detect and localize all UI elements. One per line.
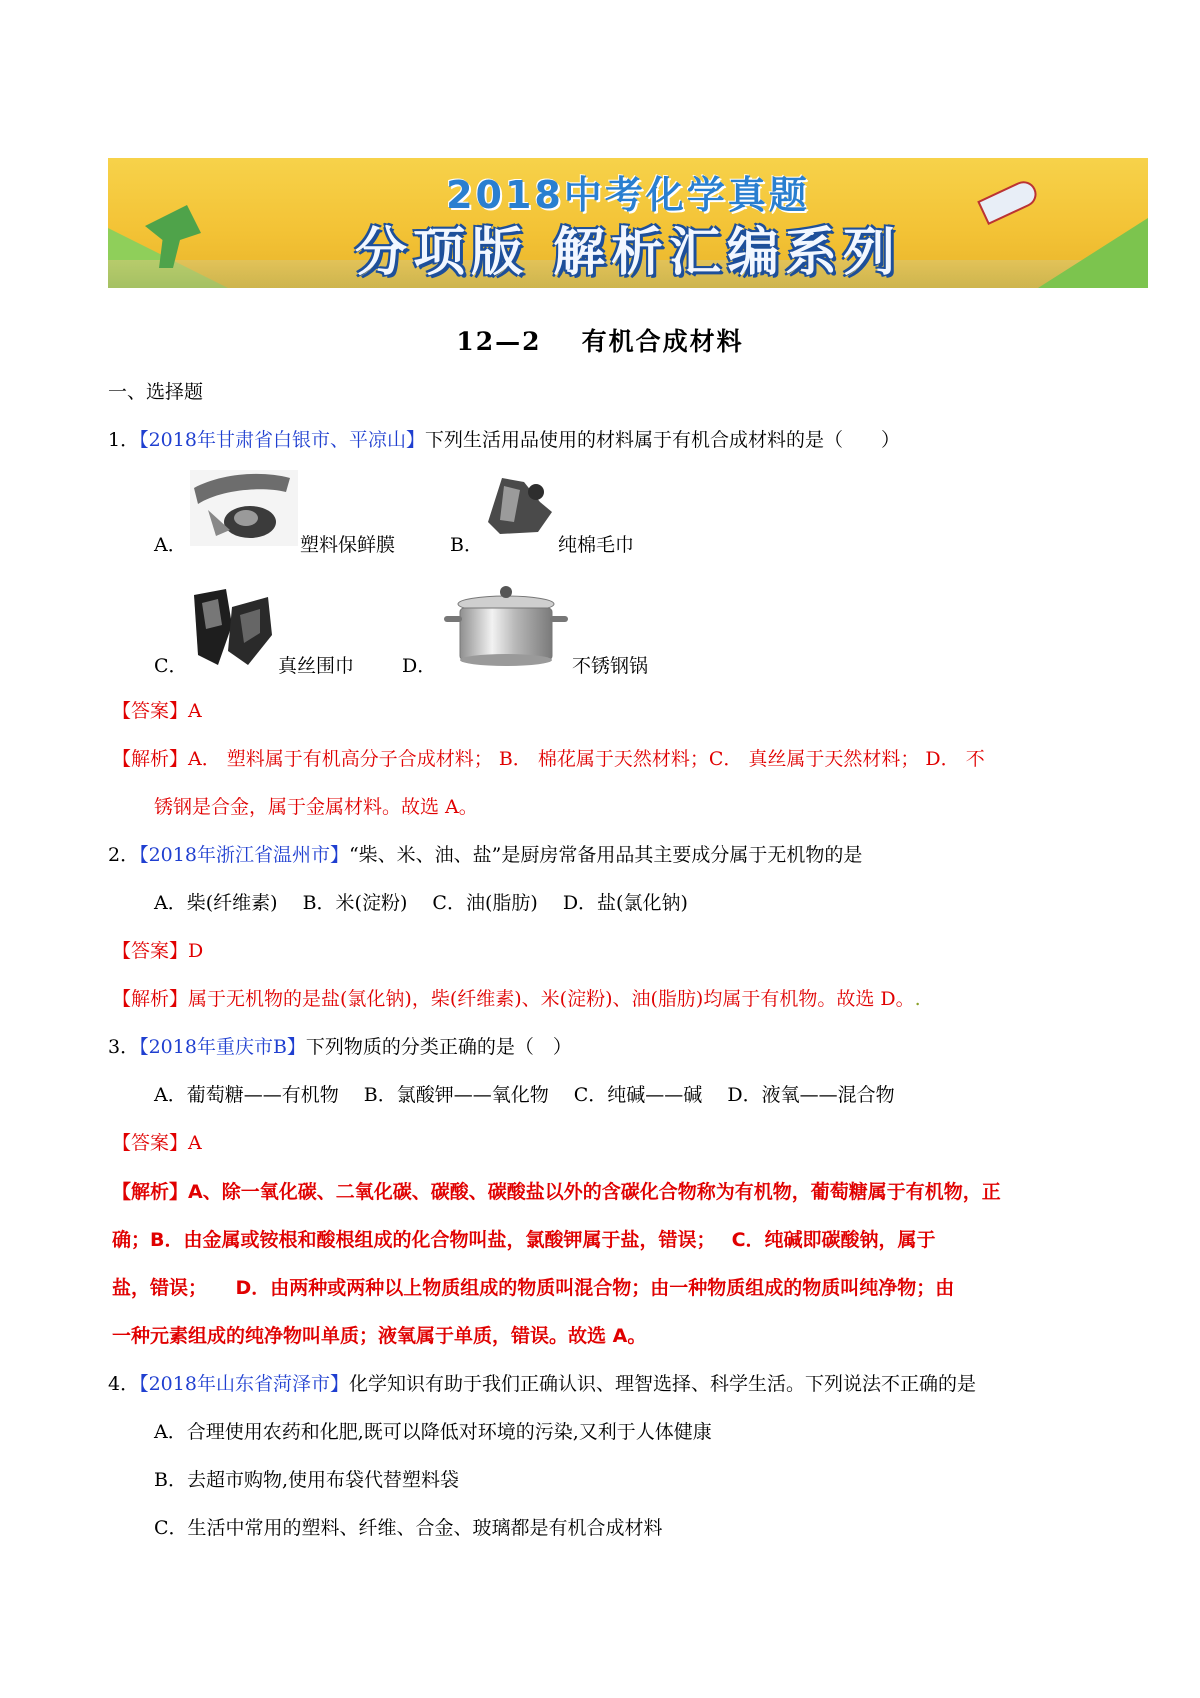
q2-answer: 【答案】D [112, 940, 204, 962]
question-number: 4． [108, 1373, 140, 1395]
option-a-text: 塑料保鲜膜 [300, 534, 396, 556]
towel-image [480, 472, 556, 538]
option-d-label: D． [402, 655, 437, 677]
question-source: 【2018年甘肃省白银市、平凉山】 [139, 429, 425, 451]
question-2 [108, 842, 862, 868]
banner-line1: 2018中考化学真题 [446, 173, 810, 217]
question-stem: 下列物质的分类正确的是（ ） [305, 1036, 572, 1058]
q4-option-b: B．去超市购物,使用布袋代替塑料袋 [154, 1469, 460, 1491]
q4-option-c: C．生活中常用的塑料、纤维、合金、玻璃都是有机合成材料 [154, 1517, 663, 1539]
question-1 [108, 427, 900, 453]
question-number: 3． [108, 1036, 140, 1058]
option-a-label: A． [154, 534, 187, 556]
option-d-text: 不锈钢锅 [572, 655, 649, 677]
q2-options: A．柴(纤维素) B．米(淀粉) C．油(脂肪) D．盐(氯化钠) [154, 892, 688, 914]
question-4 [108, 1371, 976, 1397]
analysis-text: A． 塑料属于有机高分子合成材料； B． 棉花属于天然材料；C． 真丝属于天然材料； D． 不 [188, 748, 985, 770]
q3-analysis-cont: 一种元素组成的纯净物叫单质；液氧属于单质，错误。故选 A。 [112, 1325, 647, 1347]
section-heading: 一、选择题 [108, 381, 204, 403]
plastic-wrap-image [190, 470, 298, 546]
option-c-label: C． [154, 655, 188, 677]
analysis-label: 【解析】 [112, 1181, 189, 1203]
option-b-text: 纯棉毛巾 [558, 534, 635, 556]
stainless-pot-image [440, 582, 572, 670]
option-c-text: 真丝围巾 [278, 655, 355, 677]
analysis-text: A、除一氧化碳、二氧化碳、碳酸、碳酸盐以外的含碳化合物称为有机物，葡萄糖属于有机物，正 [188, 1181, 1001, 1203]
banner-line2: 分项版 解析汇编系列 [354, 223, 902, 283]
question-stem: 下列生活用品使用的材料属于有机合成材料的是（ ） [424, 429, 900, 451]
analysis-label: 【解析】 [112, 988, 189, 1010]
question-number: 1． [108, 429, 140, 451]
q3-analysis-cont: 确；B．由金属或铵根和酸根组成的化合物叫盐，氯酸钾属于盐，错误； C．纯碱即碳酸钠，属于 [112, 1229, 936, 1251]
question-3 [108, 1034, 572, 1060]
q3-answer: 【答案】A [112, 1132, 202, 1154]
question-stem: 化学知识有助于我们正确认识、理智选择、科学生活。下列说法不正确的是 [348, 1373, 976, 1395]
q4-option-a: A．合理使用农药和化肥,既可以降低对环境的污染,又利于人体健康 [154, 1421, 712, 1443]
page-title [0, 322, 1200, 358]
silk-scarf-image [188, 585, 276, 669]
analysis-label: 【解析】 [112, 748, 189, 770]
q3-analysis-cont: 盐，错误； D．由两种或两种以上物质组成的物质叫混合物；由一种物质组成的物质叫纯净物；由 [112, 1277, 955, 1299]
q1-answer: 【答案】A [112, 700, 202, 722]
question-source: 【2018年重庆市B】 [139, 1036, 306, 1058]
banner-hill [1038, 218, 1148, 288]
q3-options: A．葡萄糖——有机物 B．氯酸钾——氧化物 C．纯碱——碱 D．液氧——混合物 [154, 1084, 895, 1106]
q1-analysis-cont: 锈钢是合金，属于金属材料。故选 A。 [154, 796, 478, 818]
title-number: 12—2 [456, 327, 542, 356]
option-b-label: B． [450, 534, 483, 556]
q3-analysis [112, 1179, 1001, 1205]
header-banner [108, 158, 1148, 288]
q2-analysis: 【解析】属于无机物的是盐(氯化钠)，柴(纤维素)、米(淀粉)、油(脂肪)均属于有机物。故选 D。. [112, 988, 921, 1010]
question-source: 【2018年山东省菏泽市】 [139, 1373, 349, 1395]
analysis-text: 属于无机物的是盐(氯化钠)，柴(纤维素)、米(淀粉)、油(脂肪)均属于有机物。故选 D。 [188, 988, 915, 1010]
q1-analysis [112, 746, 985, 772]
question-stem: “柴、米、油、盐”是厨房常备用品其主要成分属于无机物的是 [348, 844, 863, 866]
question-number: 2． [108, 844, 140, 866]
title-text: 有机合成材料 [581, 327, 744, 356]
question-source: 【2018年浙江省温州市】 [139, 844, 349, 866]
